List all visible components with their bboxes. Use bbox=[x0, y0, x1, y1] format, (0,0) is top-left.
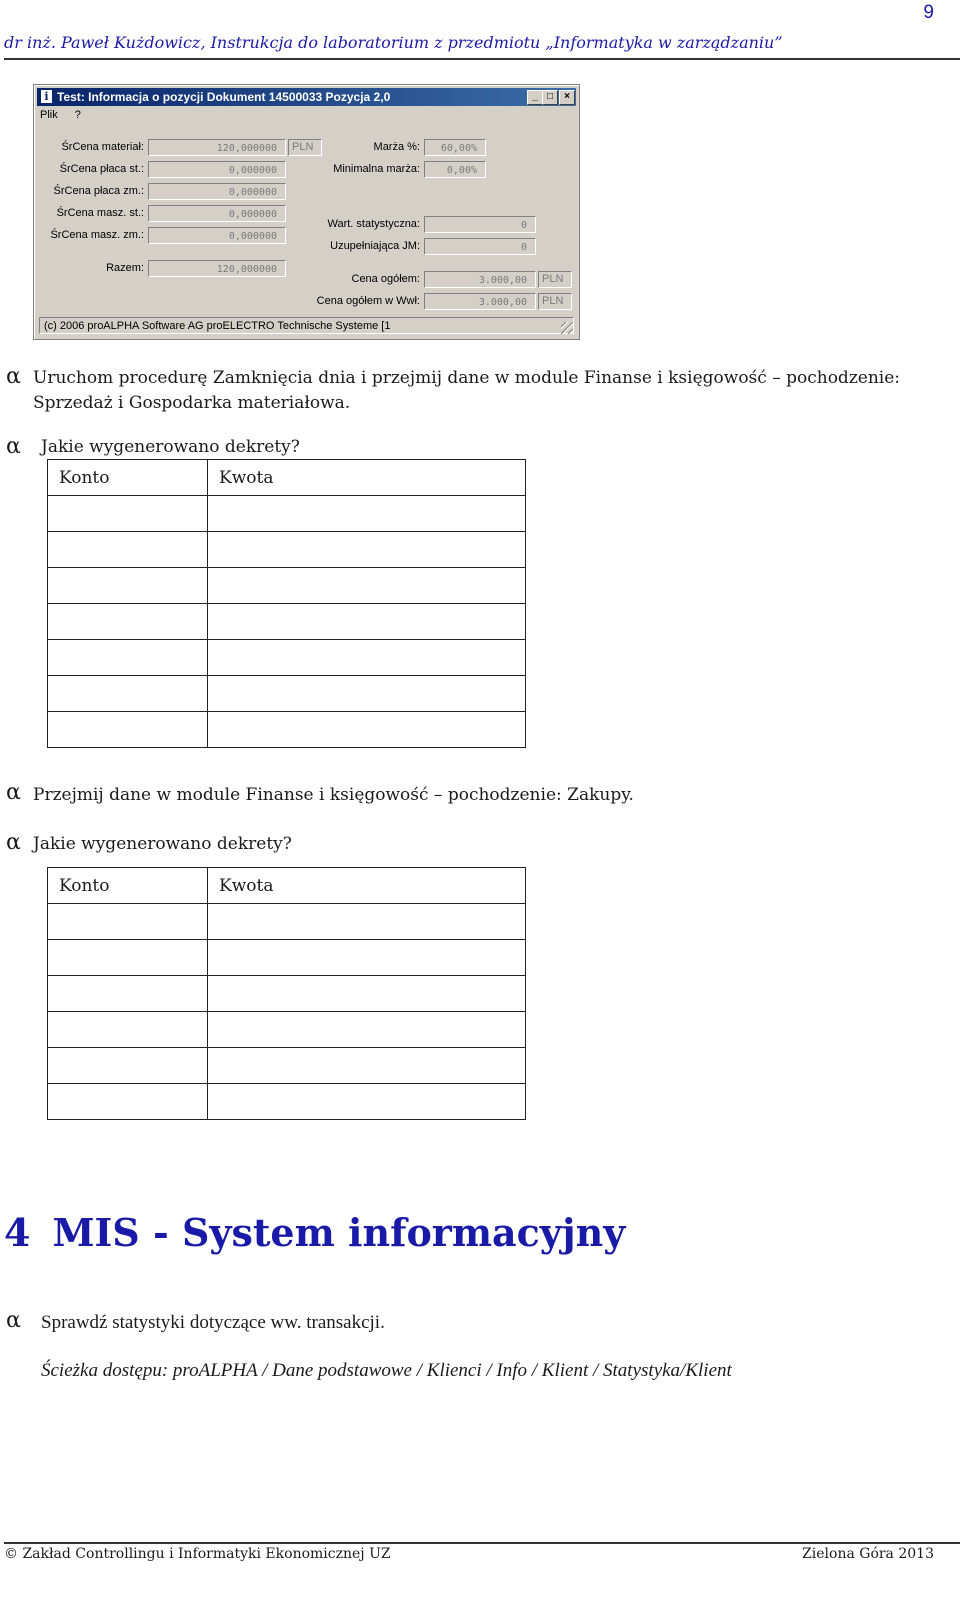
table-row[interactable] bbox=[48, 604, 526, 640]
field-label: Cena ogółem w Wwł: bbox=[316, 295, 420, 307]
instruction-step-3: Sprawdź statystyki dotyczące ww. transakcji. bbox=[41, 1312, 385, 1333]
bullet-icon: α bbox=[6, 364, 21, 389]
footer-right: Zielona Góra 2013 bbox=[802, 1546, 934, 1562]
table-row[interactable] bbox=[48, 676, 526, 712]
avg-variable-labor-price-field[interactable]: 0,000000 bbox=[148, 183, 286, 200]
total-price-home-currency-field[interactable]: 3.000,00 bbox=[424, 293, 536, 310]
table-row[interactable] bbox=[48, 532, 526, 568]
statistical-value-field[interactable]: 0 bbox=[424, 216, 536, 233]
table-row[interactable] bbox=[48, 976, 526, 1012]
currency-field[interactable]: PLN bbox=[538, 271, 572, 288]
table-cell[interactable] bbox=[208, 904, 526, 940]
field-label: Minimalna marża: bbox=[333, 163, 420, 175]
table-cell[interactable] bbox=[208, 676, 526, 712]
running-header: dr inż. Paweł Kużdowicz, Instrukcja do laboratorium z przedmiotu „Informatyka w zarządzaniu” bbox=[4, 33, 783, 52]
table-cell[interactable] bbox=[48, 640, 208, 676]
table-cell[interactable] bbox=[48, 1048, 208, 1084]
table-cell[interactable] bbox=[208, 976, 526, 1012]
footer-left: © Zakład Controllingu i Informatyki Ekonomicznej UZ bbox=[4, 1546, 391, 1562]
close-button[interactable]: × bbox=[559, 90, 575, 105]
footer-rule bbox=[4, 1542, 960, 1544]
field-label: Marża %: bbox=[373, 141, 420, 153]
maximize-button[interactable]: □ bbox=[542, 90, 558, 105]
avg-fixed-machine-price-field[interactable]: 0,000000 bbox=[148, 205, 286, 222]
window-title: Test: Informacja o pozycji Dokument 14500033 Pozycja 2,0 bbox=[57, 90, 391, 104]
avg-material-price-field[interactable]: 120,000000 bbox=[148, 139, 286, 156]
supplementary-unit-field[interactable]: 0 bbox=[424, 238, 536, 255]
instruction-step-1: Uruchom procedurę Zamknięcia dnia i przejmij dane w module Finanse i księgowość – pochodzenie: Sprzedaż i Gospodarka materiałowa. bbox=[33, 368, 901, 413]
table-cell[interactable] bbox=[208, 712, 526, 748]
instruction-step-2: Przejmij dane w module Finanse i księgowość – pochodzenie: Zakupy. bbox=[33, 785, 634, 805]
column-header-account: Konto bbox=[48, 868, 208, 904]
minimize-button[interactable]: _ bbox=[527, 90, 543, 105]
table-cell[interactable] bbox=[208, 532, 526, 568]
avg-variable-machine-price-field[interactable]: 0,000000 bbox=[148, 227, 286, 244]
table-row[interactable] bbox=[48, 640, 526, 676]
table-cell[interactable] bbox=[208, 496, 526, 532]
header-rule bbox=[4, 58, 960, 60]
table-cell[interactable] bbox=[48, 712, 208, 748]
table-row[interactable] bbox=[48, 904, 526, 940]
field-label: ŚrCena masz. st.: bbox=[56, 207, 144, 219]
table-cell[interactable] bbox=[48, 568, 208, 604]
status-bar: (c) 2006 proALPHA Software AG proELECTRO Technische Systeme [1 bbox=[39, 317, 574, 334]
field-label: Uzupełniająca JM: bbox=[330, 240, 420, 252]
table-cell[interactable] bbox=[48, 1084, 208, 1120]
bullet-icon: α bbox=[6, 780, 21, 805]
avg-fixed-labor-price-field[interactable]: 0,000000 bbox=[148, 161, 286, 178]
table-cell[interactable] bbox=[208, 940, 526, 976]
entries-table-2 bbox=[47, 867, 526, 1120]
menu-item-file[interactable]: Plik bbox=[40, 109, 58, 121]
field-label: ŚrCena płaca st.: bbox=[59, 163, 144, 175]
menu-item-help[interactable]: ? bbox=[74, 109, 81, 121]
table-cell[interactable] bbox=[48, 904, 208, 940]
margin-percent-field[interactable]: 60,00% bbox=[424, 139, 486, 156]
table-cell[interactable] bbox=[48, 676, 208, 712]
column-header-account: Konto bbox=[48, 460, 208, 496]
application-window bbox=[33, 84, 580, 340]
total-price-field[interactable]: 3.000,00 bbox=[424, 271, 536, 288]
minimum-margin-field[interactable]: 0,00% bbox=[424, 161, 486, 178]
menu-bar bbox=[40, 109, 95, 121]
table-row[interactable] bbox=[48, 1048, 526, 1084]
table-cell[interactable] bbox=[48, 532, 208, 568]
section-heading bbox=[4, 1210, 625, 1255]
window-titlebar bbox=[37, 88, 576, 106]
entries-table-1 bbox=[47, 459, 526, 748]
question-1: Jakie wygenerowano dekrety? bbox=[41, 437, 300, 457]
bullet-icon: α bbox=[6, 830, 21, 855]
table-header-row bbox=[48, 460, 526, 496]
column-header-amount: Kwota bbox=[208, 868, 526, 904]
bullet-icon: α bbox=[6, 434, 21, 459]
table-cell[interactable] bbox=[208, 640, 526, 676]
table-cell[interactable] bbox=[48, 604, 208, 640]
table-cell[interactable] bbox=[208, 1048, 526, 1084]
field-label: ŚrCena materiał: bbox=[61, 141, 144, 153]
table-row[interactable] bbox=[48, 496, 526, 532]
field-label: Wart. statystyczna: bbox=[327, 218, 420, 230]
column-header-amount: Kwota bbox=[208, 460, 526, 496]
access-path: Ścieżka dostępu: proALPHA / Dane podstawowe / Klienci / Info / Klient / Statystyka/Klient bbox=[41, 1360, 732, 1381]
page-number: 9 bbox=[923, 2, 934, 23]
table-row[interactable] bbox=[48, 1012, 526, 1048]
currency-field[interactable]: PLN bbox=[538, 293, 572, 310]
table-cell[interactable] bbox=[208, 1084, 526, 1120]
field-label: Cena ogółem: bbox=[351, 273, 420, 285]
field-label: Razem: bbox=[106, 262, 144, 274]
table-header-row bbox=[48, 868, 526, 904]
total-field[interactable]: 120,000000 bbox=[148, 260, 286, 277]
field-label: ŚrCena płaca zm.: bbox=[53, 185, 144, 197]
question-2: Jakie wygenerowano dekrety? bbox=[33, 834, 292, 854]
table-cell[interactable] bbox=[48, 976, 208, 1012]
table-row[interactable] bbox=[48, 712, 526, 748]
field-label: ŚrCena masz. zm.: bbox=[50, 229, 144, 241]
table-row[interactable] bbox=[48, 568, 526, 604]
table-row[interactable] bbox=[48, 1084, 526, 1120]
section-title: MIS - System informacyjny bbox=[52, 1210, 626, 1255]
table-cell[interactable] bbox=[48, 940, 208, 976]
bullet-icon: α bbox=[6, 1308, 21, 1333]
section-number: 4 bbox=[4, 1210, 31, 1255]
info-icon: i bbox=[41, 90, 52, 103]
table-cell[interactable] bbox=[48, 1012, 208, 1048]
table-cell[interactable] bbox=[48, 496, 208, 532]
table-cell[interactable] bbox=[208, 604, 526, 640]
currency-field[interactable]: PLN bbox=[288, 139, 322, 156]
table-cell[interactable] bbox=[208, 1012, 526, 1048]
table-row[interactable] bbox=[48, 940, 526, 976]
table-cell[interactable] bbox=[208, 568, 526, 604]
resize-grip-icon[interactable] bbox=[561, 322, 573, 334]
